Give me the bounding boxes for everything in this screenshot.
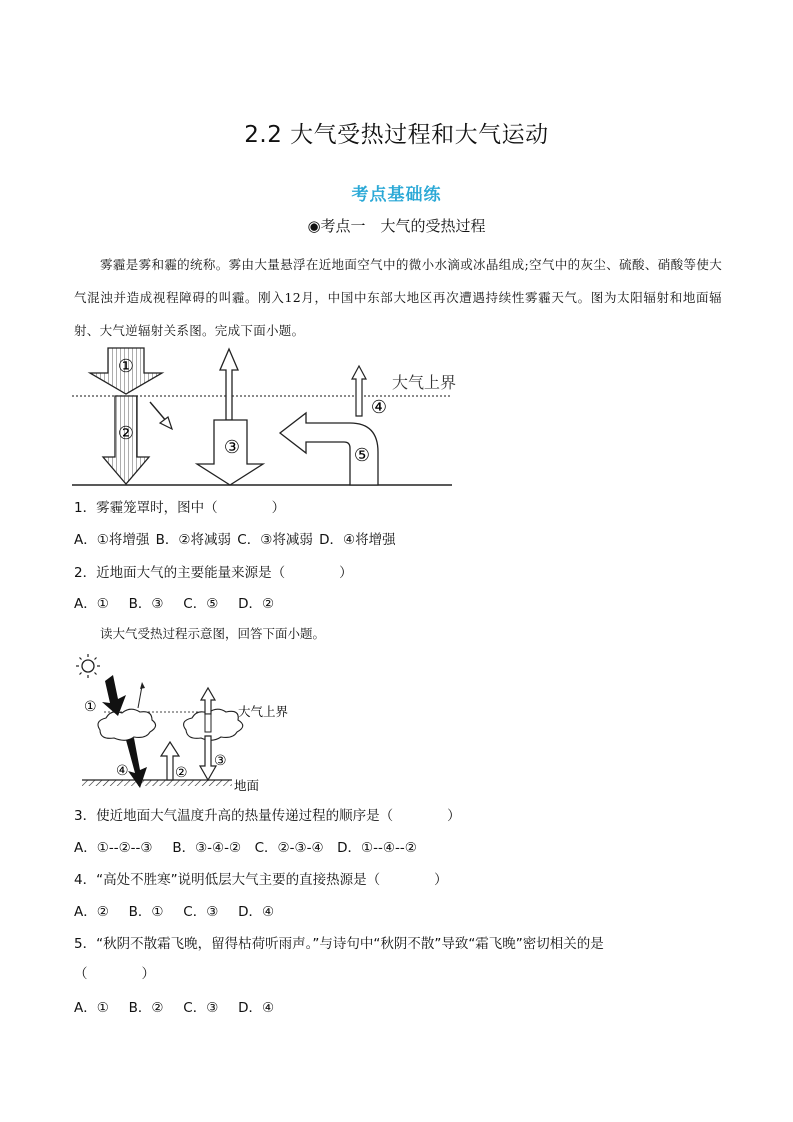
marker-3: ③ <box>223 437 241 458</box>
marker-2-3: ③ <box>214 753 227 769</box>
question-3: 3．使近地面大气温度升高的热量传递过程的顺序是（ ） <box>74 808 461 824</box>
cloud-left <box>98 709 156 740</box>
intro-paragraph-2: 读大气受热过程示意图，回答下面小题。 <box>100 626 326 641</box>
marker-4: ④ <box>370 397 388 418</box>
marker-2-2: ② <box>175 765 188 781</box>
cloud-right <box>184 709 243 740</box>
arrow-1-incoming <box>102 675 126 716</box>
question-1-options: A．①将增强 B．②将减弱 C．③将减弱 D．④将增强 <box>74 532 396 548</box>
question-2: 2．近地面大气的主要能量来源是（ ） <box>74 565 353 581</box>
question-4: 4．“高处不胜寒”说明低层大气主要的直接热源是（ ） <box>74 872 448 888</box>
question-5-line-2: （ ） <box>74 966 155 982</box>
marker-1: ① <box>117 356 135 377</box>
intro-paragraph-1: 雾霾是雾和霾的统称。雾由大量悬浮在近地面空气中的微小水滴或冰晶组成;空气中的灰尘、硫酸、硝酸等使大气混浊并造成视程障碍的叫霾。刚入12月，中国中东部大地区再次遭遇持续性雾霾天气。图为太阳辐射和地面辐射、大气逆辐射关系图。完成下面小题。 <box>74 257 722 338</box>
marker-2-1: ① <box>84 699 97 715</box>
subsection-heading: ◉考点一 大气的受热过程 <box>307 217 486 235</box>
radiation-diagram-2 <box>74 652 304 794</box>
atmosphere-top-label-2: 大气上界 <box>238 704 289 719</box>
marker-2-4: ④ <box>116 763 129 779</box>
page-title: 2.2 大气受热过程和大气运动 <box>244 122 549 148</box>
question-3-options: A．①--②--③ B．③-④-② C．②-③-④ D．①--④--② <box>74 840 417 856</box>
section-heading: 考点基础练 <box>351 185 442 205</box>
marker-5: ⑤ <box>353 445 371 466</box>
question-5-options: A．① B．② C．③ D．④ <box>74 1000 275 1016</box>
ground-label: 地面 <box>234 778 260 793</box>
atmosphere-top-label: 大气上界 <box>392 373 457 392</box>
question-1: 1．雾霾笼罩时，图中（ ） <box>74 500 286 516</box>
question-2-options: A．① B．③ C．⑤ D．② <box>74 596 275 612</box>
arrow-4 <box>352 366 366 416</box>
question-5-line-1: 5．“秋阴不散霜飞晚，留得枯荷听雨声。”与诗句中“秋阴不散”导致“霜飞晚”密切相关的是 <box>74 936 604 952</box>
ground-hatching <box>82 780 232 786</box>
arrow-up-outgoing <box>220 349 238 420</box>
radiation-diagram-1 <box>72 344 472 490</box>
marker-2: ② <box>117 423 135 444</box>
question-4-options: A．② B．① C．③ D．④ <box>74 904 275 920</box>
sun-icon <box>76 654 100 678</box>
